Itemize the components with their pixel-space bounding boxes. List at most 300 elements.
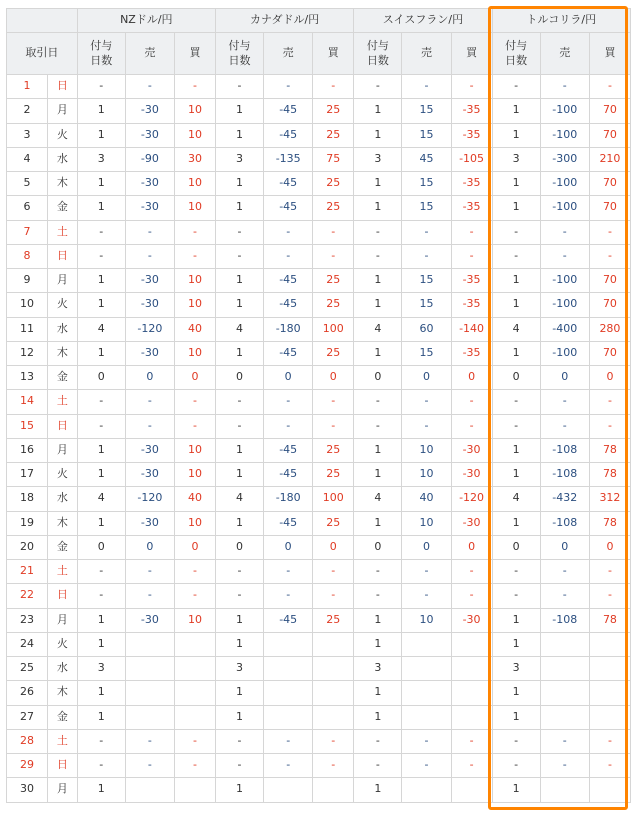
buy-cell-cad: 100: [313, 317, 354, 341]
date-cell: 13: [7, 366, 48, 390]
days-cell-cad: 1: [215, 172, 263, 196]
sell-cell-chf: -: [402, 560, 451, 584]
buy-cell-cad: 25: [313, 293, 354, 317]
table-row: [7, 172, 631, 196]
days-cell-chf: 4: [354, 317, 402, 341]
sell-cell-try: -400: [540, 317, 589, 341]
sell-cell-try: -100: [540, 293, 589, 317]
buy-header-cad: 買: [313, 33, 354, 75]
buy-cell-nzd: 40: [174, 317, 215, 341]
days-cell-cad: 1: [215, 293, 263, 317]
weekday-cell: 火: [47, 123, 77, 147]
sell-cell-try: -432: [540, 487, 589, 511]
buy-cell-chf: -: [451, 729, 492, 753]
sell-cell-chf: 15: [402, 293, 451, 317]
sell-cell-nzd: -120: [125, 317, 174, 341]
days-header-try: 付与 日数: [492, 33, 540, 75]
buy-cell-chf: -: [451, 584, 492, 608]
buy-cell-cad: 25: [313, 172, 354, 196]
days-cell-nzd: 1: [77, 196, 125, 220]
sell-cell-try: -100: [540, 269, 589, 293]
buy-cell-try: -: [589, 754, 630, 778]
weekday-cell: 土: [47, 560, 77, 584]
date-cell: 14: [7, 390, 48, 414]
days-cell-cad: -: [215, 414, 263, 438]
table-row: [7, 463, 631, 487]
days-cell-chf: 1: [354, 341, 402, 365]
days-cell-try: 1: [492, 293, 540, 317]
table-row: [7, 341, 631, 365]
sell-cell-nzd: -120: [125, 487, 174, 511]
days-cell-chf: -: [354, 244, 402, 268]
weekday-cell: 金: [47, 705, 77, 729]
buy-cell-nzd: -: [174, 75, 215, 99]
days-cell-chf: -: [354, 560, 402, 584]
buy-cell-cad: -: [313, 754, 354, 778]
table-row: [7, 584, 631, 608]
date-cell: 21: [7, 560, 48, 584]
buy-cell-try: 70: [589, 99, 630, 123]
sell-cell-try: -100: [540, 123, 589, 147]
date-cell: 23: [7, 608, 48, 632]
days-cell-cad: 1: [215, 778, 263, 802]
buy-cell-nzd: -: [174, 754, 215, 778]
date-cell: 30: [7, 778, 48, 802]
buy-cell-cad: -: [313, 244, 354, 268]
days-cell-try: -: [492, 244, 540, 268]
buy-cell-nzd: 10: [174, 463, 215, 487]
buy-cell-chf: 0: [451, 366, 492, 390]
buy-cell-try: 0: [589, 366, 630, 390]
days-cell-chf: 1: [354, 608, 402, 632]
sell-cell-nzd: -: [125, 220, 174, 244]
buy-cell-try: 70: [589, 341, 630, 365]
buy-cell-chf: 0: [451, 535, 492, 559]
days-cell-chf: 1: [354, 632, 402, 656]
days-cell-nzd: -: [77, 244, 125, 268]
days-cell-cad: 0: [215, 535, 263, 559]
buy-cell-cad: -: [313, 220, 354, 244]
sell-cell-nzd: -30: [125, 438, 174, 462]
days-cell-cad: -: [215, 560, 263, 584]
days-cell-nzd: 0: [77, 366, 125, 390]
table-row: [7, 608, 631, 632]
days-cell-cad: 0: [215, 366, 263, 390]
days-cell-nzd: -: [77, 414, 125, 438]
sell-cell-try: -108: [540, 438, 589, 462]
pair-header-nzd: NZドル/円: [77, 9, 215, 33]
table-row: [7, 657, 631, 681]
table-row: [7, 754, 631, 778]
days-cell-try: 3: [492, 657, 540, 681]
sell-cell-nzd: [125, 778, 174, 802]
weekday-cell: 日: [47, 244, 77, 268]
sell-cell-nzd: -30: [125, 99, 174, 123]
buy-cell-chf: [451, 632, 492, 656]
date-cell: 17: [7, 463, 48, 487]
buy-cell-try: 70: [589, 293, 630, 317]
sell-cell-cad: [264, 681, 313, 705]
days-cell-cad: -: [215, 584, 263, 608]
buy-cell-try: 70: [589, 123, 630, 147]
buy-cell-cad: 25: [313, 341, 354, 365]
sell-cell-cad: -45: [264, 172, 313, 196]
corner-cell: [7, 9, 78, 33]
sell-cell-cad: -45: [264, 438, 313, 462]
buy-cell-try: -: [589, 75, 630, 99]
weekday-cell: 金: [47, 196, 77, 220]
sell-cell-nzd: 0: [125, 366, 174, 390]
buy-cell-nzd: -: [174, 560, 215, 584]
buy-cell-cad: [313, 657, 354, 681]
sell-cell-try: -100: [540, 172, 589, 196]
sell-cell-nzd: -30: [125, 608, 174, 632]
sell-cell-nzd: -30: [125, 463, 174, 487]
sell-cell-cad: -45: [264, 123, 313, 147]
sell-cell-nzd: -30: [125, 341, 174, 365]
days-cell-chf: -: [354, 220, 402, 244]
buy-cell-cad: -: [313, 414, 354, 438]
sell-cell-try: -: [540, 584, 589, 608]
days-cell-chf: 1: [354, 196, 402, 220]
sell-cell-nzd: -30: [125, 269, 174, 293]
buy-cell-cad: 25: [313, 196, 354, 220]
days-cell-try: 1: [492, 341, 540, 365]
days-header-cad: 付与 日数: [215, 33, 263, 75]
sell-cell-nzd: -: [125, 414, 174, 438]
days-cell-nzd: 1: [77, 293, 125, 317]
days-cell-nzd: 1: [77, 705, 125, 729]
sell-cell-try: [540, 632, 589, 656]
buy-cell-cad: 25: [313, 608, 354, 632]
buy-cell-nzd: 10: [174, 511, 215, 535]
sell-cell-chf: [402, 632, 451, 656]
weekday-cell: 木: [47, 341, 77, 365]
buy-cell-nzd: 40: [174, 487, 215, 511]
sell-header-cad: 売: [264, 33, 313, 75]
days-cell-chf: 4: [354, 487, 402, 511]
weekday-cell: 木: [47, 511, 77, 535]
buy-cell-chf: -: [451, 414, 492, 438]
date-cell: 25: [7, 657, 48, 681]
days-cell-chf: 1: [354, 705, 402, 729]
days-cell-nzd: 1: [77, 172, 125, 196]
buy-cell-chf: -35: [451, 99, 492, 123]
date-cell: 5: [7, 172, 48, 196]
sell-cell-nzd: [125, 681, 174, 705]
sell-cell-nzd: [125, 657, 174, 681]
buy-cell-chf: -: [451, 75, 492, 99]
days-cell-nzd: -: [77, 75, 125, 99]
table-row: [7, 390, 631, 414]
sell-cell-nzd: -30: [125, 172, 174, 196]
buy-cell-cad: 25: [313, 269, 354, 293]
buy-cell-chf: -: [451, 390, 492, 414]
weekday-cell: 日: [47, 754, 77, 778]
sell-cell-nzd: -: [125, 244, 174, 268]
sell-cell-chf: 10: [402, 438, 451, 462]
table-row: [7, 487, 631, 511]
days-cell-chf: 1: [354, 681, 402, 705]
sell-cell-chf: -: [402, 754, 451, 778]
buy-cell-chf: -140: [451, 317, 492, 341]
days-cell-chf: 1: [354, 511, 402, 535]
sell-header-chf: 売: [402, 33, 451, 75]
table-row: [7, 681, 631, 705]
buy-cell-chf: -105: [451, 147, 492, 171]
buy-cell-cad: 25: [313, 463, 354, 487]
days-cell-nzd: 1: [77, 778, 125, 802]
buy-cell-try: 70: [589, 269, 630, 293]
sell-cell-try: [540, 778, 589, 802]
days-cell-cad: -: [215, 220, 263, 244]
weekday-cell: 木: [47, 681, 77, 705]
days-cell-cad: -: [215, 754, 263, 778]
sell-cell-try: -: [540, 75, 589, 99]
days-cell-nzd: 3: [77, 657, 125, 681]
weekday-cell: 火: [47, 293, 77, 317]
table-row: [7, 414, 631, 438]
buy-cell-try: -: [589, 244, 630, 268]
days-cell-cad: -: [215, 244, 263, 268]
days-cell-chf: -: [354, 390, 402, 414]
sell-cell-cad: 0: [264, 366, 313, 390]
sell-cell-cad: -45: [264, 293, 313, 317]
date-cell: 20: [7, 535, 48, 559]
sell-cell-chf: 10: [402, 463, 451, 487]
table-row: [7, 123, 631, 147]
sell-cell-cad: -: [264, 414, 313, 438]
sell-cell-chf: 0: [402, 366, 451, 390]
buy-cell-cad: 0: [313, 366, 354, 390]
pair-header-try: トルコリラ/円: [492, 9, 630, 33]
days-cell-try: 1: [492, 705, 540, 729]
sell-cell-chf: -: [402, 75, 451, 99]
days-cell-cad: 1: [215, 341, 263, 365]
days-cell-chf: 1: [354, 463, 402, 487]
date-cell: 24: [7, 632, 48, 656]
sell-cell-cad: 0: [264, 535, 313, 559]
days-cell-nzd: 1: [77, 99, 125, 123]
days-cell-try: -: [492, 729, 540, 753]
days-cell-nzd: 1: [77, 511, 125, 535]
sell-cell-try: -100: [540, 99, 589, 123]
sell-cell-chf: 40: [402, 487, 451, 511]
weekday-cell: 日: [47, 75, 77, 99]
weekday-cell: 金: [47, 535, 77, 559]
sell-cell-chf: [402, 681, 451, 705]
buy-cell-chf: [451, 778, 492, 802]
days-cell-try: -: [492, 390, 540, 414]
buy-cell-chf: -35: [451, 123, 492, 147]
days-cell-chf: -: [354, 414, 402, 438]
days-cell-nzd: 1: [77, 341, 125, 365]
sell-cell-try: -: [540, 560, 589, 584]
weekday-cell: 月: [47, 269, 77, 293]
sell-cell-cad: -: [264, 390, 313, 414]
days-cell-cad: 1: [215, 511, 263, 535]
days-cell-try: -: [492, 75, 540, 99]
sell-cell-nzd: -: [125, 584, 174, 608]
days-cell-try: 1: [492, 123, 540, 147]
date-cell: 2: [7, 99, 48, 123]
days-cell-chf: -: [354, 584, 402, 608]
table-row: [7, 220, 631, 244]
buy-cell-nzd: -: [174, 390, 215, 414]
days-cell-nzd: 1: [77, 681, 125, 705]
sell-cell-chf: -: [402, 414, 451, 438]
days-cell-chf: 1: [354, 123, 402, 147]
buy-cell-nzd: 10: [174, 293, 215, 317]
buy-cell-cad: -: [313, 584, 354, 608]
buy-cell-nzd: -: [174, 220, 215, 244]
days-cell-chf: 1: [354, 172, 402, 196]
sell-cell-try: -: [540, 754, 589, 778]
days-cell-try: 1: [492, 438, 540, 462]
days-cell-nzd: 1: [77, 269, 125, 293]
date-cell: 27: [7, 705, 48, 729]
buy-cell-nzd: -: [174, 584, 215, 608]
sell-cell-try: [540, 681, 589, 705]
days-cell-cad: 1: [215, 438, 263, 462]
sell-cell-try: -: [540, 390, 589, 414]
sell-cell-chf: -: [402, 390, 451, 414]
sell-cell-cad: -: [264, 220, 313, 244]
weekday-cell: 火: [47, 463, 77, 487]
days-cell-nzd: -: [77, 390, 125, 414]
sell-cell-chf: -: [402, 244, 451, 268]
table-row: [7, 99, 631, 123]
buy-cell-nzd: [174, 681, 215, 705]
table-row: [7, 535, 631, 559]
buy-cell-nzd: 10: [174, 99, 215, 123]
buy-cell-chf: -: [451, 220, 492, 244]
sell-cell-nzd: [125, 705, 174, 729]
date-cell: 4: [7, 147, 48, 171]
days-cell-chf: 1: [354, 269, 402, 293]
buy-cell-try: [589, 778, 630, 802]
buy-cell-chf: -35: [451, 172, 492, 196]
swap-point-table: [6, 8, 631, 803]
sell-cell-try: -300: [540, 147, 589, 171]
days-cell-cad: 1: [215, 705, 263, 729]
days-cell-cad: 1: [215, 632, 263, 656]
sell-cell-chf: 15: [402, 341, 451, 365]
sell-cell-nzd: [125, 632, 174, 656]
date-cell: 28: [7, 729, 48, 753]
sell-cell-chf: 15: [402, 269, 451, 293]
sell-header-nzd: 売: [125, 33, 174, 75]
sell-cell-try: -108: [540, 463, 589, 487]
buy-cell-cad: 75: [313, 147, 354, 171]
sell-cell-nzd: 0: [125, 535, 174, 559]
weekday-cell: 水: [47, 657, 77, 681]
buy-cell-cad: 25: [313, 438, 354, 462]
days-cell-try: 1: [492, 608, 540, 632]
buy-cell-chf: [451, 681, 492, 705]
date-cell: 3: [7, 123, 48, 147]
buy-header-try: 買: [589, 33, 630, 75]
days-cell-cad: 1: [215, 608, 263, 632]
days-header-chf: 付与 日数: [354, 33, 402, 75]
sell-cell-cad: -45: [264, 196, 313, 220]
table-row: [7, 705, 631, 729]
sell-cell-try: 0: [540, 366, 589, 390]
sell-cell-nzd: -: [125, 390, 174, 414]
buy-cell-nzd: -: [174, 414, 215, 438]
sell-cell-cad: -: [264, 754, 313, 778]
sell-cell-chf: 10: [402, 511, 451, 535]
weekday-cell: 土: [47, 390, 77, 414]
days-cell-try: 1: [492, 681, 540, 705]
days-cell-nzd: -: [77, 754, 125, 778]
days-cell-try: -: [492, 754, 540, 778]
sell-cell-cad: [264, 778, 313, 802]
table-row: [7, 75, 631, 99]
weekday-cell: 月: [47, 778, 77, 802]
buy-cell-try: 70: [589, 196, 630, 220]
buy-cell-nzd: -: [174, 729, 215, 753]
sell-cell-try: -: [540, 220, 589, 244]
sell-cell-chf: -: [402, 584, 451, 608]
sell-cell-chf: [402, 778, 451, 802]
buy-cell-try: -: [589, 220, 630, 244]
days-cell-cad: 1: [215, 463, 263, 487]
buy-cell-chf: -30: [451, 438, 492, 462]
buy-cell-try: -: [589, 584, 630, 608]
buy-cell-cad: -: [313, 729, 354, 753]
buy-cell-nzd: 10: [174, 438, 215, 462]
buy-cell-chf: [451, 657, 492, 681]
days-cell-try: 1: [492, 99, 540, 123]
date-cell: 10: [7, 293, 48, 317]
sell-header-try: 売: [540, 33, 589, 75]
buy-cell-nzd: [174, 657, 215, 681]
table-row: [7, 147, 631, 171]
days-header-nzd: 付与 日数: [77, 33, 125, 75]
sell-cell-cad: -45: [264, 99, 313, 123]
days-cell-cad: -: [215, 729, 263, 753]
days-cell-chf: -: [354, 729, 402, 753]
days-cell-cad: 3: [215, 147, 263, 171]
sell-cell-nzd: -90: [125, 147, 174, 171]
buy-cell-try: 210: [589, 147, 630, 171]
table-row: [7, 269, 631, 293]
sell-cell-cad: [264, 705, 313, 729]
sell-cell-nzd: -: [125, 729, 174, 753]
weekday-cell: 日: [47, 584, 77, 608]
buy-cell-try: 78: [589, 438, 630, 462]
sell-cell-cad: -: [264, 244, 313, 268]
table-row: [7, 196, 631, 220]
days-cell-nzd: -: [77, 729, 125, 753]
sell-cell-try: -: [540, 729, 589, 753]
days-cell-nzd: 1: [77, 438, 125, 462]
days-cell-nzd: 3: [77, 147, 125, 171]
days-cell-cad: 1: [215, 681, 263, 705]
buy-cell-chf: -35: [451, 269, 492, 293]
date-cell: 16: [7, 438, 48, 462]
sell-cell-chf: 10: [402, 608, 451, 632]
days-cell-cad: 1: [215, 99, 263, 123]
sell-cell-chf: [402, 705, 451, 729]
table-row: [7, 560, 631, 584]
weekday-cell: 月: [47, 99, 77, 123]
days-cell-nzd: 4: [77, 487, 125, 511]
weekday-cell: 水: [47, 147, 77, 171]
weekday-cell: 火: [47, 632, 77, 656]
buy-cell-nzd: 10: [174, 269, 215, 293]
